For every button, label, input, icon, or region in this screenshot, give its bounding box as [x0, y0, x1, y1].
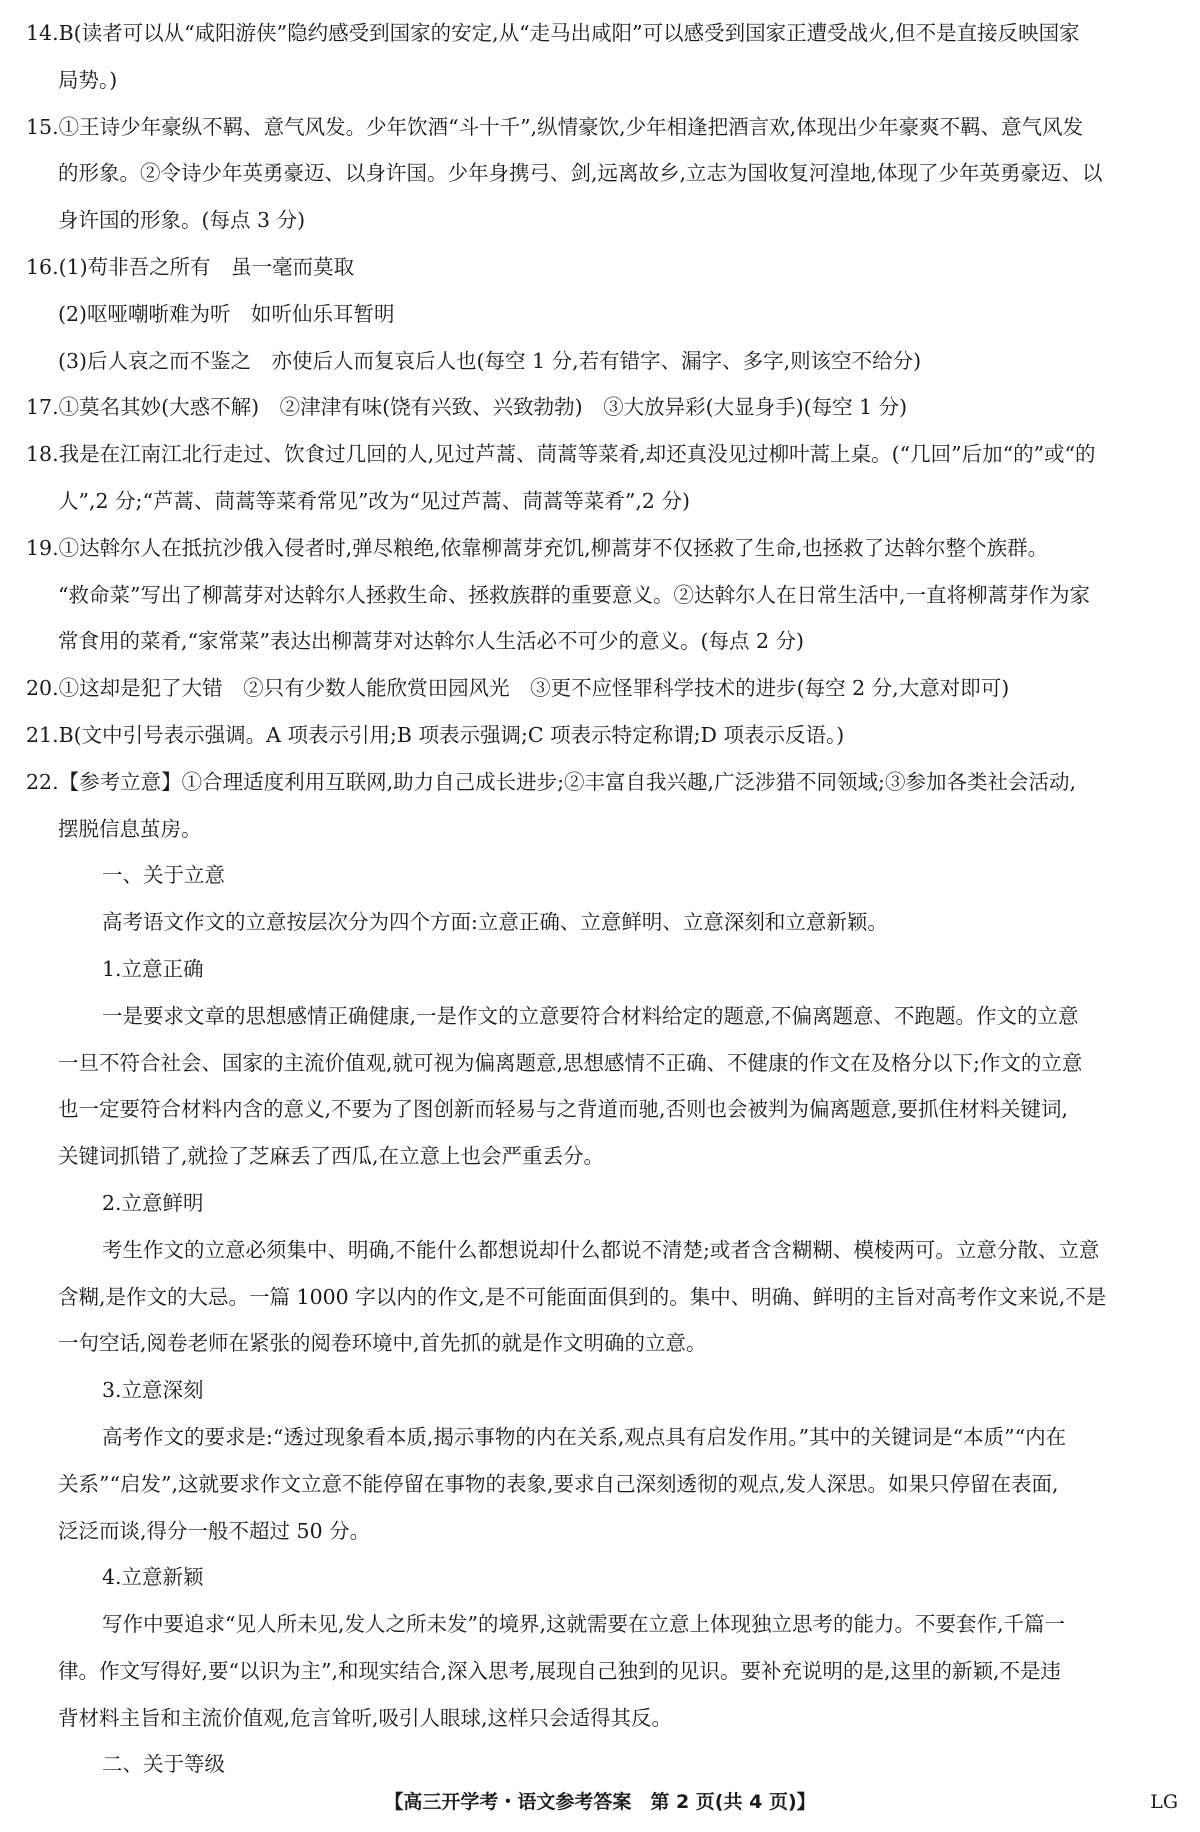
- text-line: 高考作文的要求是:“透过现象看本质,揭示事物的内在关系,观点具有启发作用。”其中的关键词是“本质”“内在: [102, 1424, 1067, 1449]
- text-line: 15.①王诗少年豪纵不羁、意气风发。少年饮酒“斗十千”,纵情豪饮,少年相逢把酒言欢,体现出少年豪爽不羁、意气风发: [26, 114, 1084, 139]
- text-line: 18.我是在江南江北行走过、饮食过几回的人,见过芦蒿、茼蒿等菜肴,却还真没见过柳叶蒿上桌。(“几回”后加“的”或“的: [26, 442, 1096, 467]
- text-line: 写作中要追求“见人所未见,发人之所未发”的境界,这就需要在立意上体现独立思考的能力。不要套作,千篇一: [102, 1612, 1066, 1637]
- text-line: 17.①莫名其妙(大惑不解) ②津津有味(饶有兴致、兴致勃勃) ③大放异彩(大显身手)(每空 1 分): [26, 395, 908, 420]
- text-line: 20.①这却是犯了大错 ②只有少数人能欣赏田园风光 ③更不应怪罪科学技术的进步(每空 2 分,大意对即可): [26, 676, 1010, 701]
- footer-code: LG: [1150, 1791, 1178, 1813]
- text-line: 局势。): [58, 67, 118, 92]
- text-line: 身许国的形象。(每点 3 分): [58, 208, 306, 233]
- text-line: 常食用的菜肴,“家常菜”表达出柳蒿芽对达斡尔人生活必不可少的意义。(每点 2 分): [58, 629, 805, 654]
- text-line: (3)后人哀之而不鉴之 亦使后人而复哀后人也(每空 1 分,若有错字、漏字、多字,则该空不给分): [58, 348, 922, 373]
- text-line: 4.立意新颖: [102, 1565, 204, 1590]
- text-line: 摆脱信息茧房。: [58, 816, 202, 841]
- text-line: 一、关于立意: [102, 863, 225, 888]
- text-line: 19.①达斡尔人在抵抗沙俄入侵者时,弹尽粮绝,依靠柳蒿芽充饥,柳蒿芽不仅拯救了生命,也拯救了达斡尔整个族群。: [26, 535, 1049, 560]
- text-line: 1.立意正确: [102, 956, 204, 981]
- text-line: 人”,2 分;“芦蒿、茼蒿等菜肴常见”改为“见过芦蒿、茼蒿等菜肴”,2 分): [58, 488, 690, 513]
- text-line: 泛泛而谈,得分一般不超过 50 分。: [58, 1518, 371, 1543]
- text-line: 也一定要符合材料内含的意义,不要为了图创新而轻易与之背道而驰,否则也会被判为偏离题意,要抓住材料关键词,: [58, 1097, 1069, 1122]
- text-line: 律。作文写得好,要“以识为主”,和现实结合,深入思考,展现自己独到的见识。要补充说明的是,这里的新颖,不是违: [58, 1658, 1062, 1683]
- text-line: (2)呕哑嘲哳难为听 如听仙乐耳暂明: [58, 301, 395, 326]
- text-line: 含糊,是作文的大忌。一篇 1000 字以内的作文,是不可能面面俱到的。集中、明确、鲜明的主旨对高考作文来说,不是: [58, 1284, 1107, 1309]
- text-line: 一句空话,阅卷老师在紧张的阅卷环境中,首先抓的就是作文明确的立意。: [58, 1331, 707, 1356]
- answer-key-body: [26, 10, 1186, 1788]
- text-line: 16.(1)苟非吾之所有 虽一毫而莫取: [26, 254, 355, 279]
- text-line: 关系”“启发”,这就要求作文立意不能停留在事物的表象,要求自己深刻透彻的观点,发人深思。如果只停留在表面,: [58, 1471, 1059, 1496]
- text-line: “救命菜”写出了柳蒿芽对达斡尔人拯救生命、拯救族群的重要意义。②达斡尔人在日常生活中,一直将柳蒿芽作为家: [58, 582, 1090, 607]
- text-line: 22.【参考立意】①合理适度利用互联网,助力自己成长进步;②丰富自我兴趣,广泛涉猎不同领域;③参加各类社会活动,: [26, 769, 1076, 794]
- text-line: 关键词抓错了,就捡了芝麻丢了西瓜,在立意上也会严重丢分。: [58, 1144, 605, 1169]
- text-line: 考生作文的立意必须集中、明确,不能什么都想说却什么都说不清楚;或者含含糊糊、模棱两可。立意分散、立意: [102, 1237, 1100, 1262]
- text-line: 14.B(读者可以从“咸阳游侠”隐约感受到国家的安定,从“走马出咸阳”可以感受到国家正遭受战火,但不是直接反映国家: [26, 21, 1080, 45]
- text-line: 一是要求文章的思想感情正确健康,一是作文的立意要符合材料给定的题意,不偏离题意、不跑题。作文的立意: [102, 1003, 1079, 1028]
- text-line: 背材料主旨和主流价值观,危言耸听,吸引人眼球,这样只会适得其反。: [58, 1705, 673, 1730]
- footer-title: 【高三开学考・语文参考答案 第 2 页(共 4 页)】: [384, 1791, 816, 1813]
- text-line: 的形象。②令诗少年英勇豪迈、以身许国。少年身携弓、剑,远离故乡,立志为国收复河湟地,体现了少年英勇豪迈、以: [58, 161, 1103, 186]
- text-line: 2.立意鲜明: [102, 1190, 204, 1215]
- text-line: 高考语文作文的立意按层次分为四个方面:立意正确、立意鲜明、立意深刻和立意新颖。: [102, 910, 888, 935]
- text-line: 二、关于等级: [102, 1752, 225, 1777]
- text-line: 21.B(文中引号表示强调。A 项表示引用;B 项表示强调;C 项表示特定称谓;D 项表示反语。): [26, 722, 845, 747]
- page-footer: [0, 1784, 1200, 1820]
- text-line: 一旦不符合社会、国家的主流价值观,就可视为偏离题意,思想感情不正确、不健康的作文在及格分以下;作文的立意: [58, 1050, 1083, 1075]
- text-line: 3.立意深刻: [102, 1378, 204, 1403]
